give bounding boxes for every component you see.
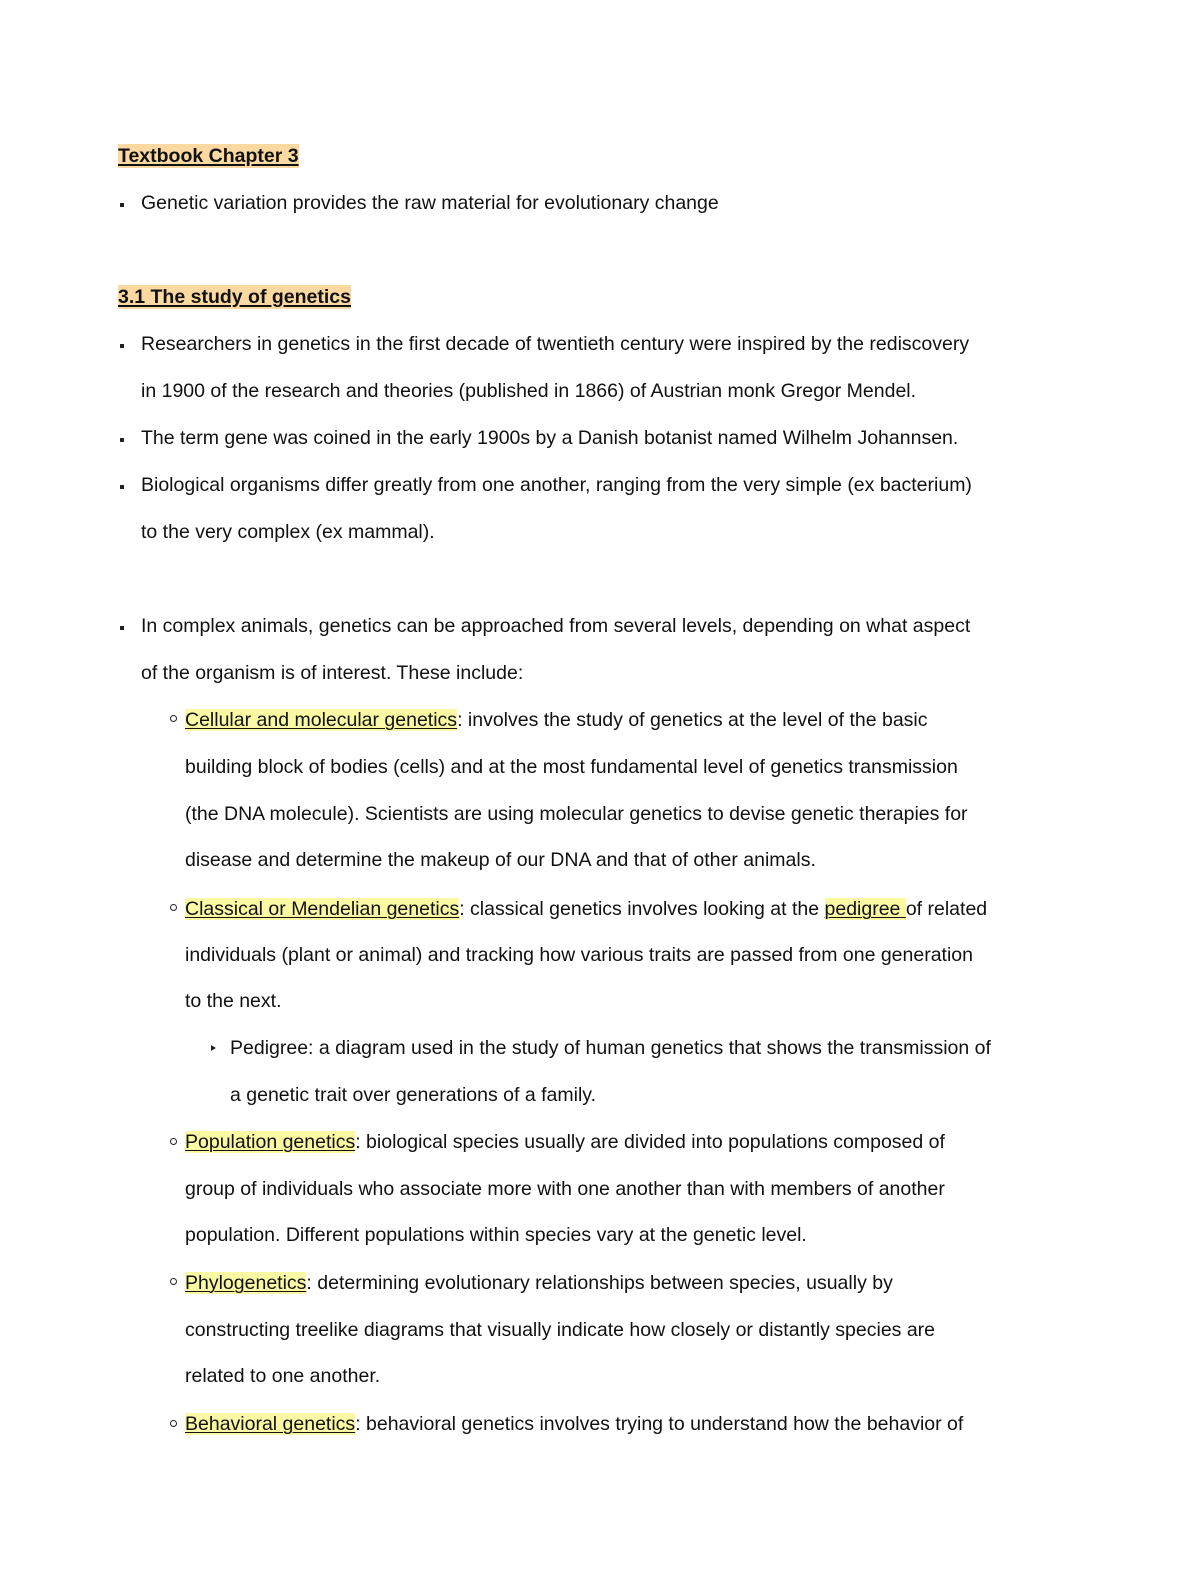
subitem-text: : involves the study of genetics at the level of the basic <box>457 709 928 731</box>
section-heading: 3.1 The study of genetics <box>118 286 351 308</box>
bullet-line: in 1900 of the research and theories (published in 1866) of Austrian monk Gregor Mendel. <box>141 380 917 402</box>
subitem-line: (the DNA molecule). Scientists are using molecular genetics to devise genetic therapies for <box>185 803 968 825</box>
bullet-line: to the very complex (ex mammal). <box>141 521 435 543</box>
circle-bullet-icon <box>170 1138 177 1145</box>
arrow-bullet-icon <box>211 1045 216 1051</box>
subitem-line: related to one another. <box>185 1365 381 1387</box>
term-classical-mendelian: Classical or Mendelian genetics <box>185 898 460 920</box>
bullet-line: The term gene was coined in the early 1900s by a Danish botanist named Wilhelm Johannsen. <box>141 427 959 449</box>
term-phylogenetics: Phylogenetics <box>185 1272 307 1294</box>
bullet-line: In complex animals, genetics can be approached from several levels, depending on what aspect <box>141 615 971 637</box>
bullet-line: Biological organisms differ greatly from one another, ranging from the very simple (ex bacterium) <box>141 474 972 496</box>
term-pedigree: pedigree <box>824 898 906 920</box>
subitem-text: of related <box>905 898 988 920</box>
subitem-first-line <box>185 708 928 732</box>
subitem-line: disease and determine the makeup of our DNA and that of other animals. <box>185 849 816 871</box>
chapter-title: Textbook Chapter 3 <box>118 145 299 167</box>
subitem-line: population. Different populations within species vary at the genetic level. <box>185 1224 807 1246</box>
subsubitem-line: a genetic trait over generations of a family. <box>230 1084 596 1106</box>
subitem-first-line <box>185 1130 945 1154</box>
subitem-line: building block of bodies (cells) and at the most fundamental level of genetics transmission <box>185 756 958 778</box>
subitem-line: constructing treelike diagrams that visually indicate how closely or distantly species are <box>185 1319 936 1341</box>
subitem-text: : behavioral genetics involves trying to understand how the behavior of <box>355 1413 964 1435</box>
term-cellular-molecular: Cellular and molecular genetics <box>185 709 458 731</box>
subitem-first-line <box>185 1271 893 1295</box>
subitem-first-line <box>185 897 987 921</box>
intro-bullet-text: Genetic variation provides the raw material for evolutionary change <box>141 192 719 214</box>
subitem-line: group of individuals who associate more with one another than with members of another <box>185 1178 945 1200</box>
subitem-text: : determining evolutionary relationships between species, usually by <box>306 1272 893 1294</box>
bullet-line: of the organism is of interest. These include: <box>141 662 524 684</box>
bullet-icon <box>120 485 124 489</box>
subitem-line: individuals (plant or animal) and tracking how various traits are passed from one generation <box>185 944 973 966</box>
subitem-line: to the next. <box>185 990 282 1012</box>
subitem-text: : biological species usually are divided into populations composed of <box>355 1131 945 1153</box>
term-behavioral-genetics: Behavioral genetics <box>185 1413 356 1435</box>
circle-bullet-icon <box>170 1420 177 1427</box>
subsubitem-line: Pedigree: a diagram used in the study of human genetics that shows the transmission of <box>230 1037 991 1059</box>
subitem-text: : classical genetics involves looking at the <box>459 898 825 920</box>
term-population-genetics: Population genetics <box>185 1131 356 1153</box>
bullet-icon <box>120 344 124 348</box>
bullet-icon <box>120 203 124 207</box>
circle-bullet-icon <box>170 1278 177 1285</box>
subitem-first-line <box>185 1412 963 1436</box>
circle-bullet-icon <box>170 904 177 911</box>
bullet-line: Researchers in genetics in the first decade of twentieth century were inspired by the rediscovery <box>141 333 970 355</box>
bullet-icon <box>120 626 124 630</box>
bullet-icon <box>120 438 124 442</box>
circle-bullet-icon <box>170 715 177 722</box>
